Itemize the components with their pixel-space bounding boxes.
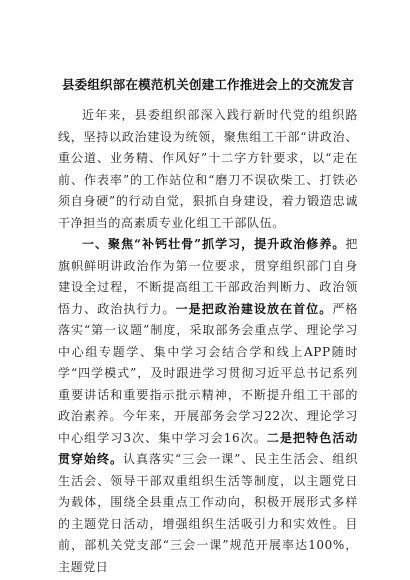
section-1-heading: 一、聚焦“补钙壮骨”抓学习，提升政治修养。 [82, 237, 346, 251]
section-1-paragraph [58, 234, 358, 578]
subsection-1-text: 严格落实“第一议题”制度，采取部务会重点学、理论学习中心组专题学、集中学习会结合学和线上APP随时学“四学模式”，及时跟进学习贯彻习近平总书记系列重要讲话和重要指示批示精神，不断提升组工干部的政治素养。今年来，开展部务会学习22次、理论学习中心组学习3次、集中学习会16次。 [58, 301, 359, 445]
document-title: 县委组织部在模范机关创建工作推进会上的交流发言 [61, 77, 355, 92]
subsection-1-heading: 一是把政治建设放在首位。 [175, 301, 333, 316]
subsection-2-heading: 二是把特色活动贯穿始终。 [58, 430, 359, 466]
subsection-2-text: 认真落实“三会一课”、民主生活会、组织生活会、领导干部双重组织生活等制度，以主题党日为载体，围绕全县重点工作动向，积极开展形式多样的主题党日活动，增强组织生活吸引力和实效性。目前，部机关党支部“三会一课”规范开展率达100%，主题党日 [58, 452, 358, 574]
intro-paragraph: 近年来，县委组织部深入践行新时代党的组织路线，坚持以政治建设为统领，聚焦组工干部“讲政治、重公道、业务精、作风好”十二字方针要求，以“走在前、作表率”的工作站位和“磨刀不误砍柴工、打铁必须自身硬”的行动自觉，狠抓自身建设，着力锻造忠诚干净担当的高素质专业化组工干部队伍。 [58, 108, 358, 230]
section-1-text: 把旗帜鲜明讲政治作为第一位要求，贯穿组织部门自身建设全过程，不断提高组工干部政治判断力、政治领悟力、政治执行力。 [58, 237, 358, 316]
